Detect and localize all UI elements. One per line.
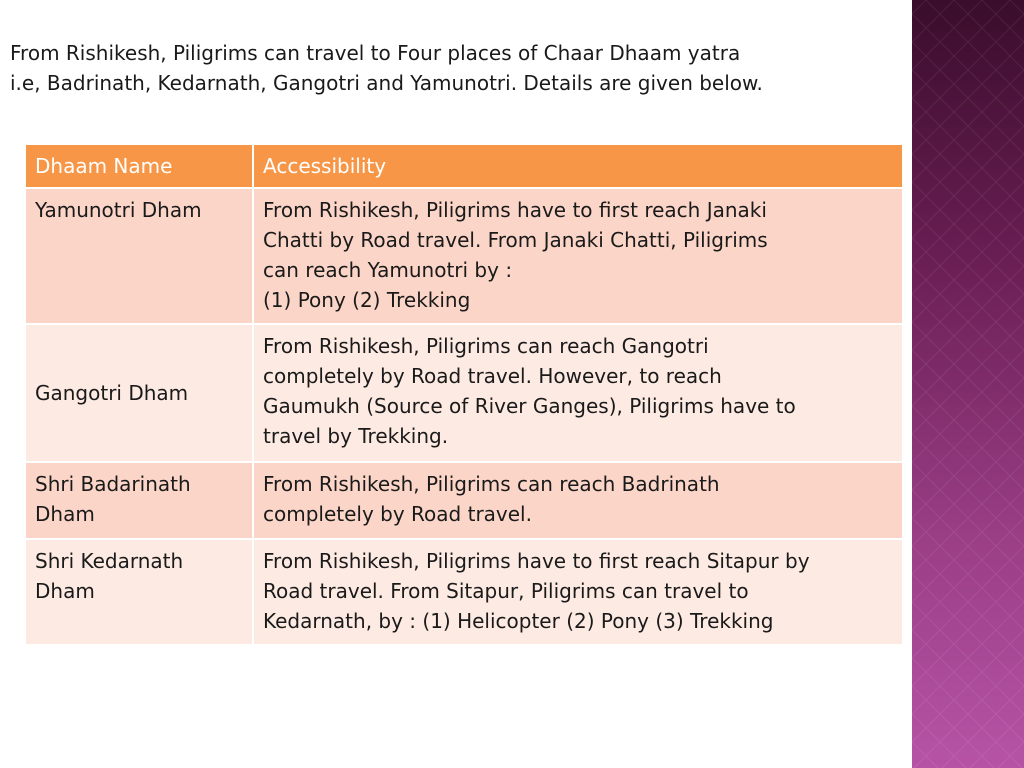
table-row: [25, 539, 903, 645]
dhaam-name-cell: [25, 188, 253, 324]
cell-line: Road travel. From Sitapur, Piligrims can travel to: [263, 579, 749, 603]
cell-line: Dham: [35, 502, 95, 526]
intro-line: i.e, Badrinath, Kedarnath, Gangotri and Yamunotri. Details are given below.: [10, 71, 763, 95]
cell-line: Dham: [35, 579, 95, 603]
cell-line: completely by Road travel.: [263, 502, 532, 526]
cell-line: Shri Badarinath: [35, 472, 191, 496]
cell-line: (1) Pony (2) Trekking: [263, 288, 471, 312]
accessibility-cell: [253, 324, 903, 462]
cell-line: Gangotri Dham: [35, 381, 189, 405]
cell-line: From Rishikesh, Piligrims have to first reach Sitapur by: [263, 549, 810, 573]
decorative-side-bar: [912, 0, 1024, 768]
cell-line: travel by Trekking.: [263, 424, 449, 448]
cell-line: Chatti by Road travel. From Janaki Chatti, Piligrims: [263, 228, 768, 252]
header-accessibility: Accessibility: [253, 144, 903, 188]
cell-line: Gaumukh (Source of River Ganges), Piligrims have to: [263, 394, 796, 418]
cell-line: Yamunotri Dham: [35, 198, 202, 222]
table-row: [25, 188, 903, 324]
cell-line: Kedarnath, by : (1) Helicopter (2) Pony (3) Trekking: [263, 609, 774, 633]
table-header-row: [25, 144, 903, 188]
table-row: [25, 324, 903, 462]
dhaam-name-cell: [25, 539, 253, 645]
diamond-pattern: [912, 0, 1024, 768]
header-dhaam-name: Dhaam Name: [25, 144, 253, 188]
cell-line: From Rishikesh, Piligrims can reach Gangotri: [263, 334, 709, 358]
cell-line: From Rishikesh, Piligrims have to first reach Janaki: [263, 198, 767, 222]
table-row: [25, 462, 903, 539]
accessibility-cell: [253, 539, 903, 645]
dhaam-table: [24, 143, 904, 646]
accessibility-cell: [253, 188, 903, 324]
intro-line: From Rishikesh, Piligrims can travel to Four places of Chaar Dhaam yatra: [10, 41, 741, 65]
cell-line: From Rishikesh, Piligrims can reach Badrinath: [263, 472, 720, 496]
dhaam-name-cell: [25, 324, 253, 462]
accessibility-cell: [253, 462, 903, 539]
cell-line: completely by Road travel. However, to reach: [263, 364, 722, 388]
dhaam-name-cell: [25, 462, 253, 539]
cell-line: can reach Yamunotri by :: [263, 258, 513, 282]
cell-line: Shri Kedarnath: [35, 549, 184, 573]
intro-paragraph: [10, 38, 900, 98]
